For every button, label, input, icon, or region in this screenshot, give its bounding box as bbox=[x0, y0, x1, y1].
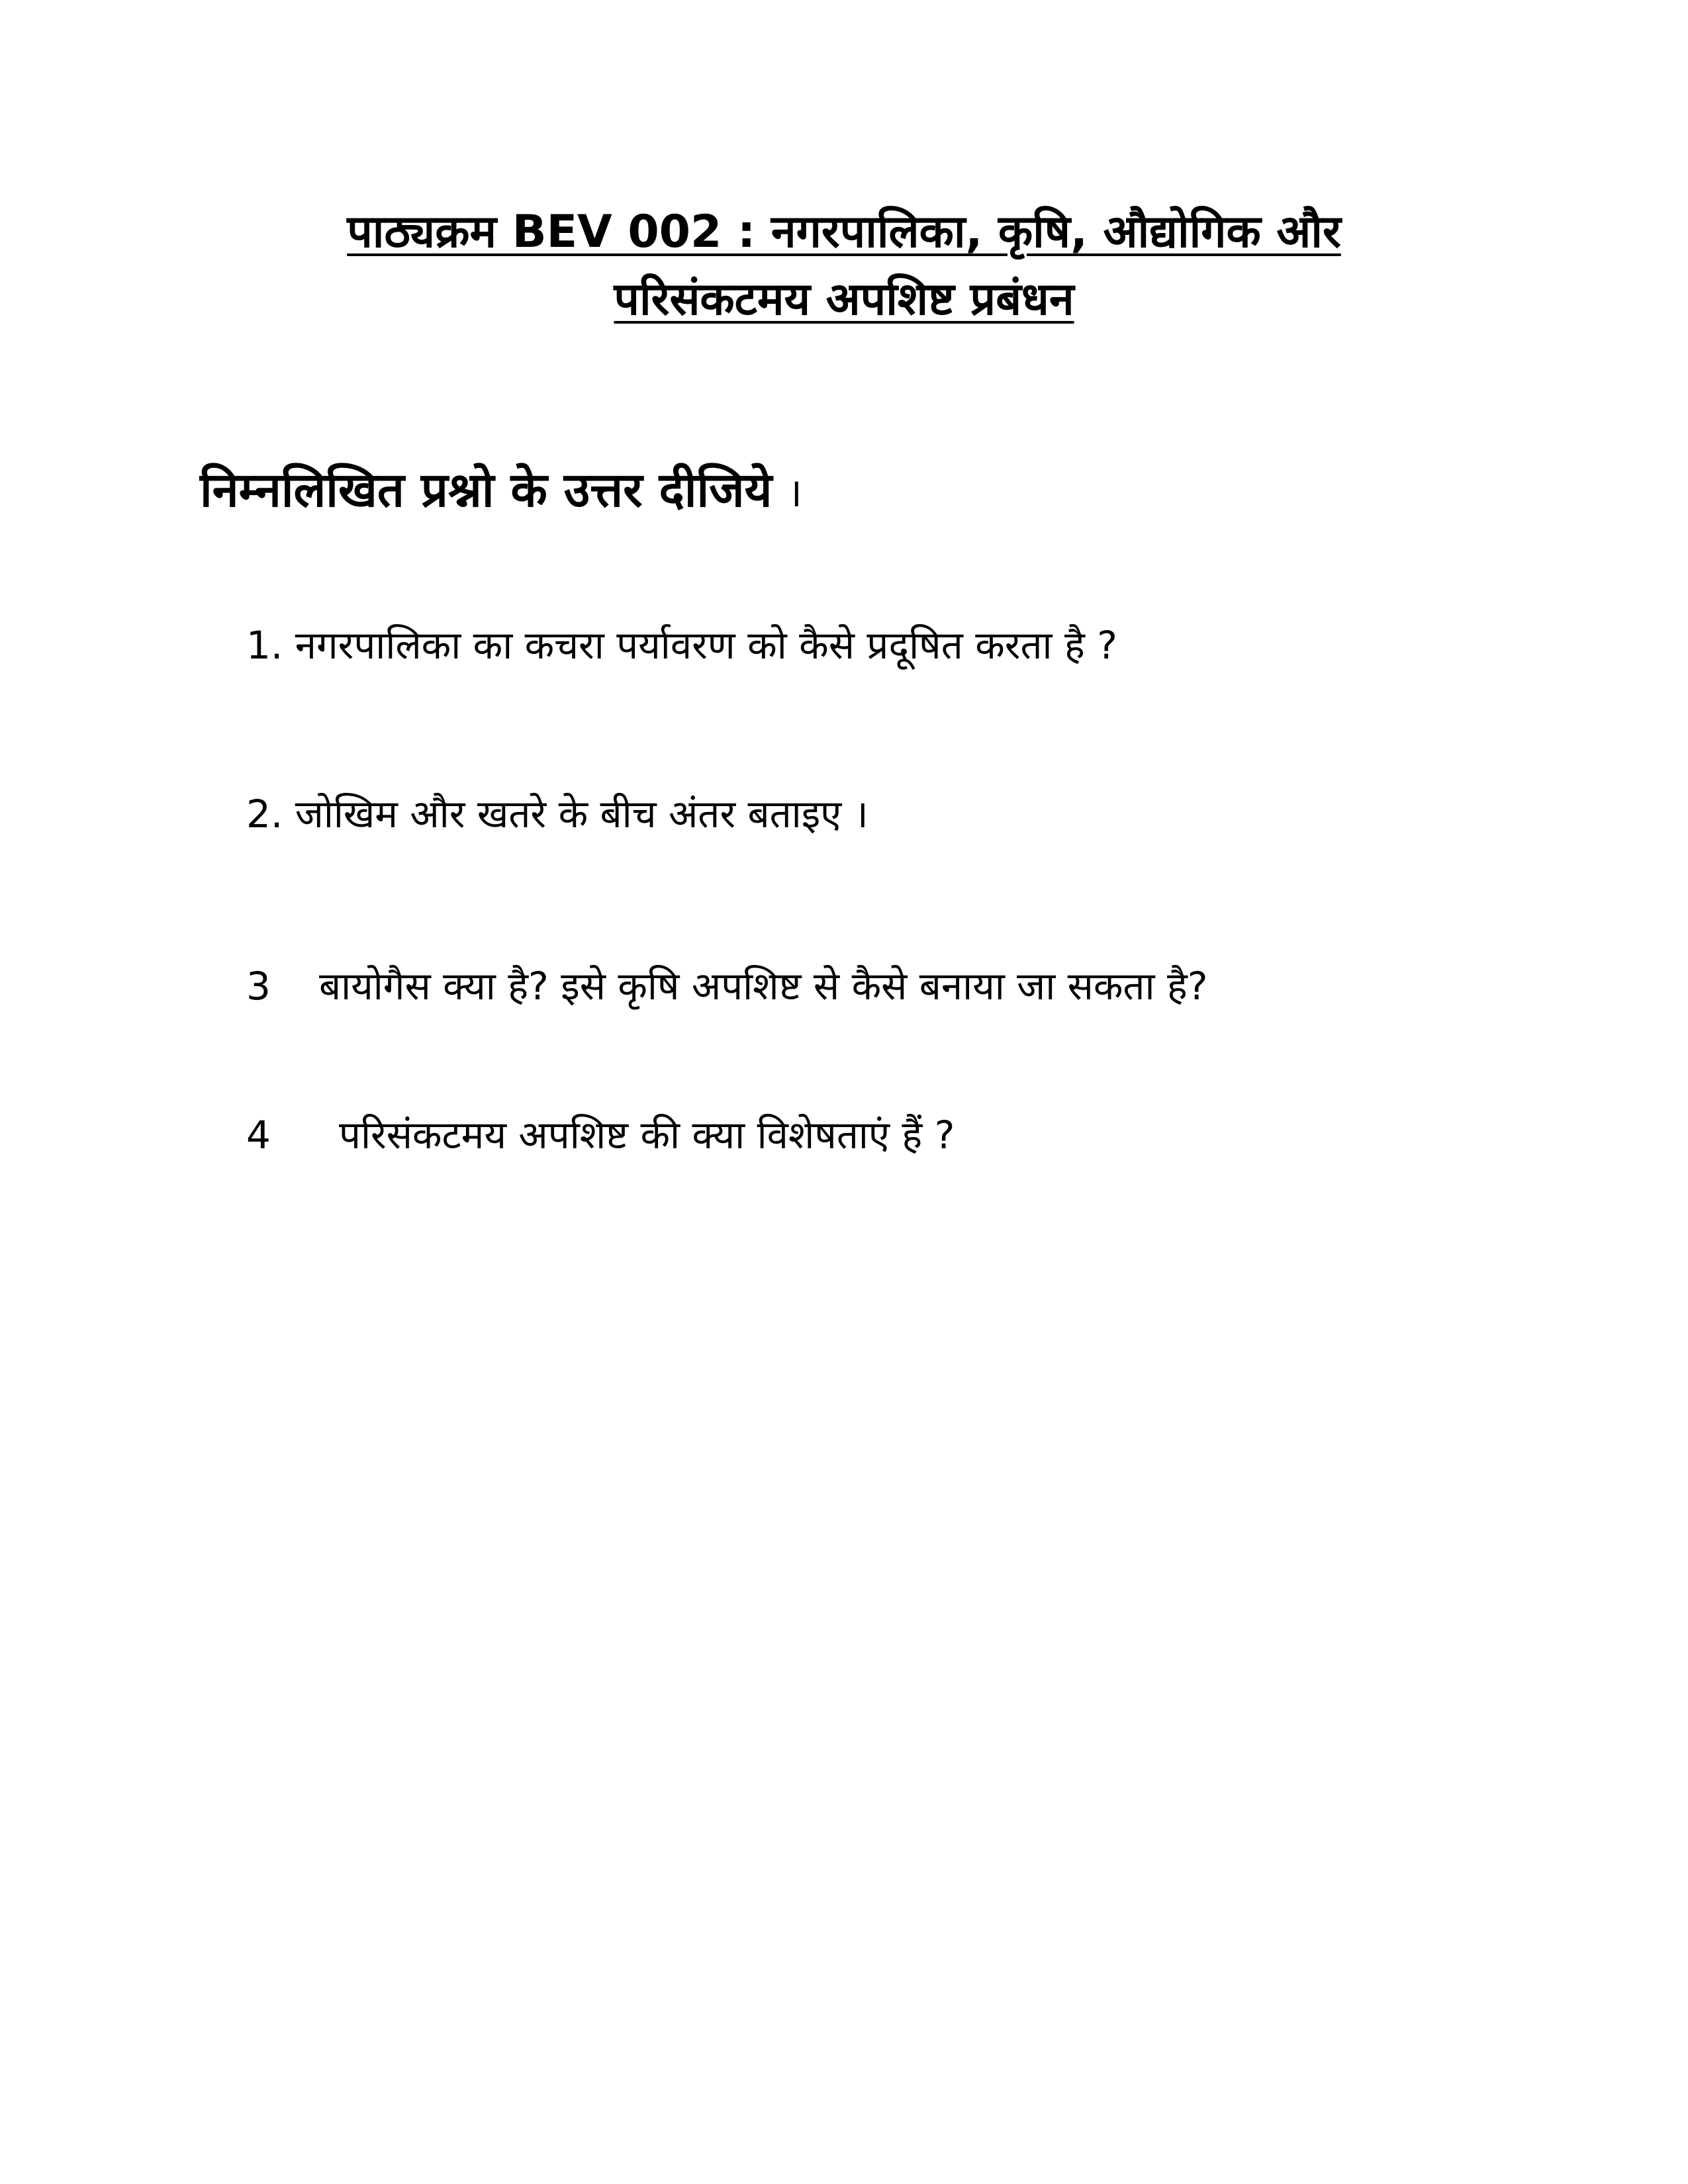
question-text: जोखिम और खतरे के बीच अंतर बताइए । bbox=[295, 792, 868, 837]
question-item-3 bbox=[246, 956, 1208, 1016]
title-line-1: पाठ्यक्रम BEV 002 : नगरपालिका, कृषि, औद्योगिक और bbox=[347, 206, 1341, 258]
question-item-2 bbox=[246, 784, 868, 844]
question-item-4 bbox=[246, 1105, 955, 1165]
question-text: परिसंकटमय अपशिष्ट की क्या विशेषताएं हैं ? bbox=[339, 1113, 955, 1158]
question-number: 2. bbox=[246, 792, 283, 837]
title-line-2: परिसंकटमय अपशिष्ट प्रबंधन bbox=[614, 273, 1074, 326]
question-number: 4 bbox=[246, 1113, 271, 1158]
instruction-end-mark: । bbox=[787, 470, 802, 516]
question-text: बायोगैस क्या है? इसे कृषि अपशिष्ट से कैसे बनाया जा सकता है? bbox=[319, 964, 1208, 1009]
question-number: 3 bbox=[246, 964, 271, 1009]
page-title bbox=[199, 199, 1489, 334]
instruction-heading bbox=[200, 457, 802, 526]
question-item-1 bbox=[246, 615, 1117, 675]
question-number: 1. bbox=[246, 623, 283, 668]
question-text: नगरपालिका का कचरा पर्यावरण को कैसे प्रदूषित करता है ? bbox=[295, 623, 1118, 668]
instruction-text: निम्नलिखित प्रश्नो के उत्तर दीजिये bbox=[200, 462, 773, 518]
